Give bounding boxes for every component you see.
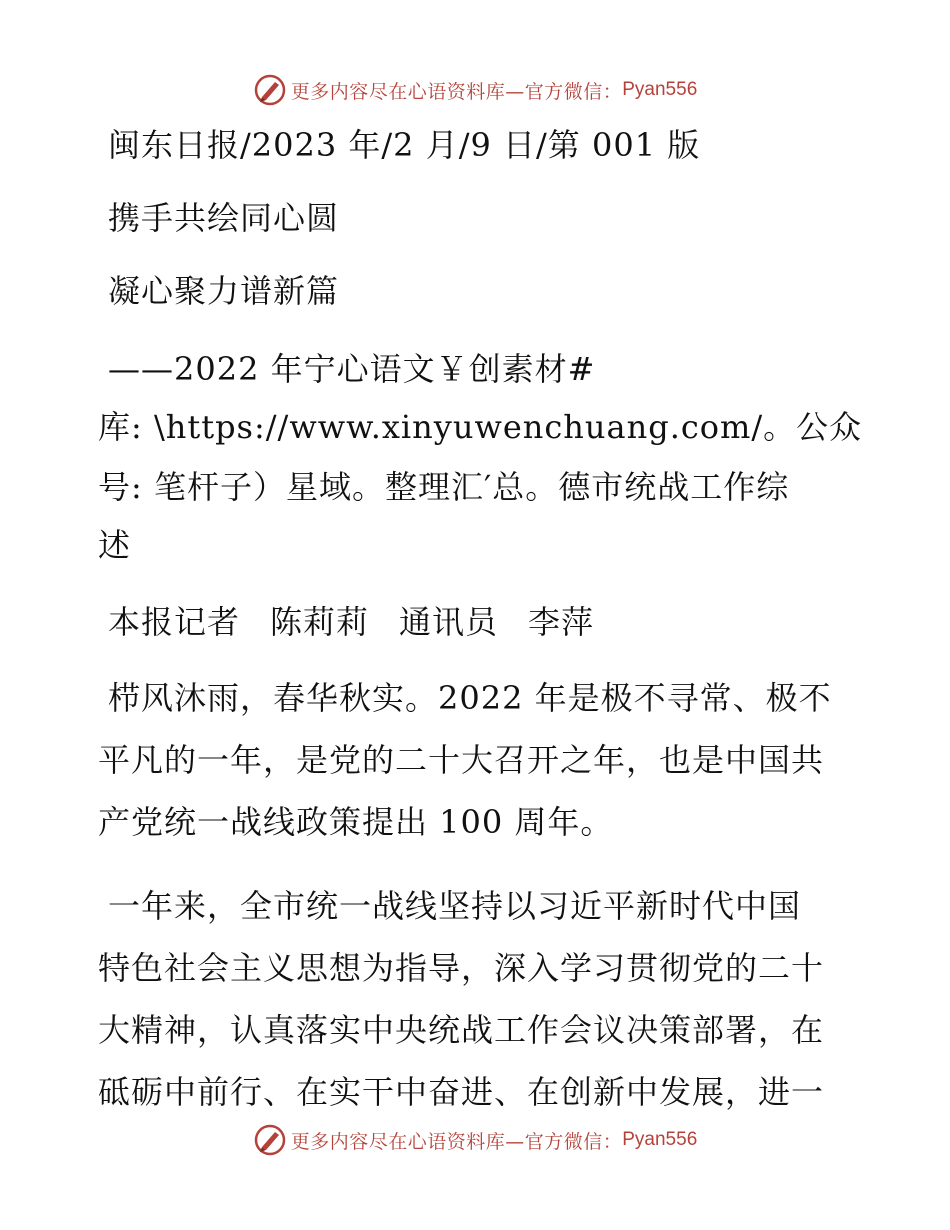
reporter-name: 陈莉莉 [270,603,370,641]
watermark-banner-bottom [0,1120,950,1160]
pen-circle-icon [253,73,287,107]
headline-line-2: 凝心聚力谱新篇 [108,272,340,310]
subtitle-line: 库: \https://www.xinyuwenchuang.com/。公众 [98,408,863,446]
subtitle-line: ——2022 年宁心语文￥创素材# [108,350,596,388]
byline [98,599,858,645]
subtitle-block [98,341,863,573]
paragraph-line: 特色社会主义思想为指导，深入学习贯彻党的二十 [98,949,825,987]
correspondent-label: 通讯员 [399,603,499,641]
paragraph-2 [98,875,858,1123]
paragraph-line: 栉风沐雨，春华秋实。2022 年是极不寻常、极不 [108,679,832,717]
paragraph-line: 平凡的一年，是党的二十大召开之年，也是中国共 [98,741,825,779]
watermark-handle: Pyan556 [622,1129,698,1150]
document-body [98,122,863,1123]
watermark-text: 更多内容尽在心语资料库—官方微信： [290,1130,623,1153]
subtitle-line: 述 [98,526,132,564]
dateline: 闽东日报/2023 年/2 月/9 日/第 001 版 [108,126,701,164]
subtitle-line: 号: 笔杆子）星域。整理汇′总。德市统战工作综 [98,468,790,506]
headline-line-1: 携手共绘同心圆 [108,199,340,237]
watermark-text: 更多内容尽在心语资料库—官方微信： [290,80,623,103]
watermark-banner-top [0,70,950,110]
pen-circle-icon [253,1123,287,1157]
paragraph-line: 一年来，全市统一战线坚持以习近平新时代中国 [108,887,802,925]
paragraph-line: 大精神，认真落实中央统战工作会议决策部署，在 [98,1011,825,1049]
paragraph-line: 砥砺中前行、在实干中奋进、在创新中发展，进一 [98,1073,825,1111]
watermark-handle: Pyan556 [622,79,698,100]
correspondent-name: 李萍 [528,603,595,641]
paragraph-1 [98,667,858,853]
reporter-label: 本报记者 [108,603,241,641]
paragraph-line: 产党统一战线政策提出 100 周年。 [98,803,614,841]
